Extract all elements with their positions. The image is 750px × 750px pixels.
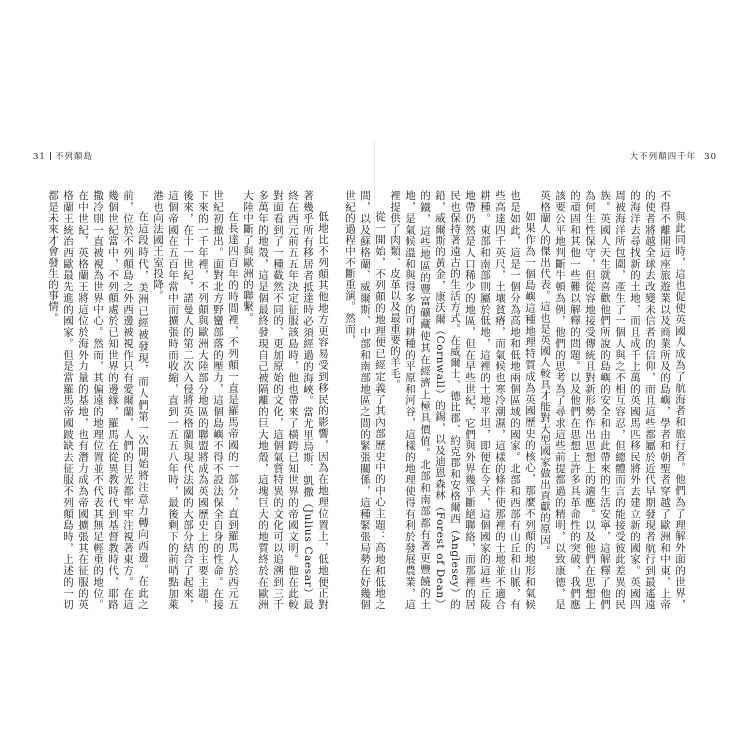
running-head: 大不列顛四千年 — [629, 152, 697, 162]
paragraph: 在這段時代，美洲已經被發現，而人們第一次開始將注意力轉向西邊。在此之前，位於不列顛島之外西邊被視作只有愛爾蘭，人們的目光都牢牢注視著東方。在這幾個世紀當中，不列顛處於已知世界的邊緣，羅馬在從異教時代到基督教時代，耶路撒冷則一直被視為世界中心。然而，其偏遠的地理位置並不代表其無足輕重的地位。在中世紀，英格蘭王將這位於海外力量的基地，也有潛力成為帝國擴張其在征服的英格蘭王統治西歐最先進的國家。但是當羅馬帝國跛缺去征服不列顛島時，上述的一切都是未來才會發生的事情。 — [47, 190, 149, 610]
page-number: 30 — [704, 152, 717, 162]
left-page-body — [47, 190, 330, 610]
paragraph: 從一開始，不列顛的地理便已經定義了其內部歷史中的中心主題：高地和低地之間，以及蘇格蘭、威爾斯、中部和南部地區之間的緊張關係，這種緊張局勢在好幾個世紀的過程中不斷重演。然而， — [344, 190, 386, 610]
paragraph: 在長達四百年的時間裡，不列顛一直是羅馬帝國的一部分，直到羅馬人於西元五世紀初撤出。面對北方野蠻部落的壓力，這個島嶼不得不設法保全自身的性命。在接下來的一千年裡，不列顛與歐洲大陸部分地區的聯盟將成為英國歷史上的主要主題。後來，在十一世紀，諾曼人的第二次入侵將英格蘭與現代法國的大部分結合了起來，這個帝國在五百年當中而擴張時而收縮，直到一五五八年時，最後剩下的前哨點加萊港也向法國王室投降。 — [152, 190, 239, 610]
page-number: 31 — [33, 152, 46, 162]
paragraph: 如果作為一個島嶼這種地理特質成為英國歷史的核心，那麼不列顛的地形和氣候也是如此，這是一個分為高地和低地兩個區域的國家。北部和西部有山丘和山脈，有些高達四千英尺，土壤貧瘠，而氣候也寒冷潮濕，這樣的條件使那裡的土地並不適合耕種。東部和南部則屬於低地，這裡的土地平坦，即便在今天，這個國家的這些丘陵地帶仍然是人口稀少的地區，但在早些世紀，它們與外界幾乎斷絕聯絡，而那裡的居民也保持著遠古的生活方式。在威爾士、德比郡、約克郡和安格爾西（Anglesey）的鉛，威爾斯的黃金，康沃爾（Cornwall）的錫，以及迪恩森林（Forest of Dean）的鐵，這些地區的豐富礦藏使其在經濟上極具價值。北部和南部都有著更豐饒的土地，是氣候溫和與得多的可耕種的平原和河谷，這樣的地理使得有利於發展農業，這裡提供了肉類、皮革以及最重要的羊毛。 — [389, 190, 536, 610]
paragraph: 與此同時，這也促使英國人成為了航海者和旅行者。他們為了理解外面的世界，不得不離開這座旅遊業以及商業所及的島嶼，學者和朝聖者穿越了歐洲和中東，上帝的使者將越全球去改變未信者的信仰，而且這些都屬於近代早期發現者航行到最遙遠的海洋去尋找新的土地，而且成千上萬的英國馬匹移民將外去建立新的國家。英國四周被海洋所包圍，產生了一個人與之不相互容忍，但總體而言的能接受彼此差異的民族。英國人天生就喜歡他們所說的島嶼的安全和由此帶來的生活安寧，這解釋了他們為何生性保守，但從容地接受傳統且對新形勢作出思想上的適應。以及他們在思想上的頑固和其他一些難以解釋的問題。以及他們在思想上許多具革命性的突破，我們應該要公平地判斷牛頓為例，他們的思考為了尋求這些前提都過的精明，以致康德，是英格蘭人的傑出代表。這也是英國人較具才能對大型國家做出貢獻的原因。 — [539, 190, 686, 610]
left-page-header — [33, 150, 93, 162]
right-page-body — [344, 190, 687, 610]
paragraph: 低地比不列顛其他地方更容易受到移民的影響，因為在地理位置上，低地便正對著幾乎所有移居者抵達時必須經過的海峽。當尤里烏斯．凱撒（Julius Caesar）最終在西元前五五年決定征服該島時，他也帶來了橫跨已知世界的帝國文明。他在此較對面看到了一種截然不同的、更加原始的文化，這個氣質特異的文化可以追溯到三千多萬年的地殼，這是個最終發現自己被隔離的巨大地殼，這塊巨大的地質終於在歐洲大陸中斷了與歐洲的聯繫。 — [242, 190, 329, 610]
right-page-header — [630, 150, 717, 162]
header-separator — [50, 152, 51, 160]
right-page — [344, 0, 750, 750]
running-head: 不列顛島 — [54, 152, 93, 162]
